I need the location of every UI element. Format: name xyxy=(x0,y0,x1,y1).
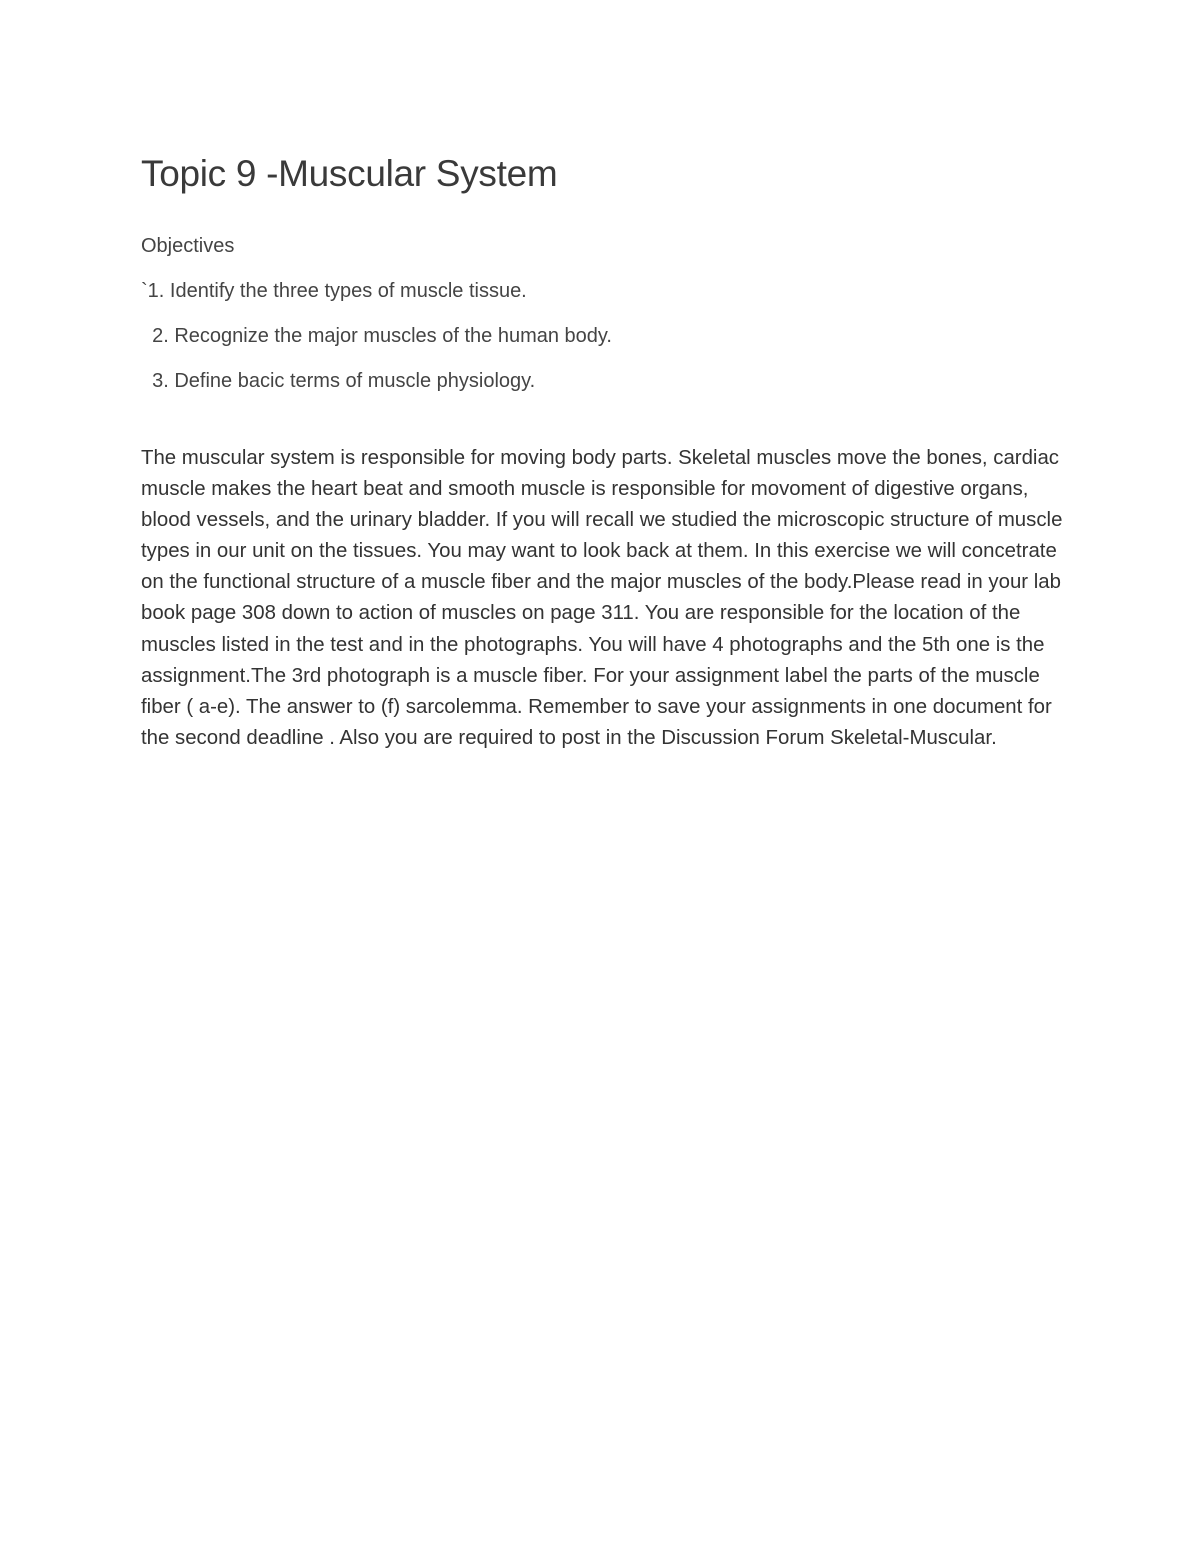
document-content xyxy=(141,150,1071,774)
objective-item-3: 3. Define bacic terms of muscle physiology. xyxy=(141,370,536,392)
objectives-heading: Objectives xyxy=(141,235,235,257)
objective-item-1: `1. Identify the three types of muscle tissue. xyxy=(141,280,527,302)
body-paragraph: The muscular system is responsible for moving body parts. Skeletal muscles move the bones, cardiac muscle makes the heart beat and smooth muscle is responsible for movoment of digestive organs, blood vessels, and the urinary bladder. If you will recall we studied the microscopic structure of muscle types in our unit on the tissues. You may want to look back at them. In this exercise we will concetrate on the functional structure of a muscle fiber and the major muscles of the body.Please read in your lab book page 308 down to action of muscles on page 311. You are responsible for the location of the muscles listed in the test and in the photographs. You will have 4 photographs and the 5th one is the assignment.The 3rd photograph is a muscle fiber. For your assignment label the parts of the muscle fiber ( a-e). The answer to (f) sarcolemma. Remember to save your assignments in one document for the second deadline . Also you are required to post in the Discussion Forum Skeletal-Muscular. xyxy=(141,447,1063,749)
page-title: Topic 9 -Muscular System xyxy=(141,153,558,194)
objective-item-2: 2. Recognize the major muscles of the human body. xyxy=(141,325,612,347)
